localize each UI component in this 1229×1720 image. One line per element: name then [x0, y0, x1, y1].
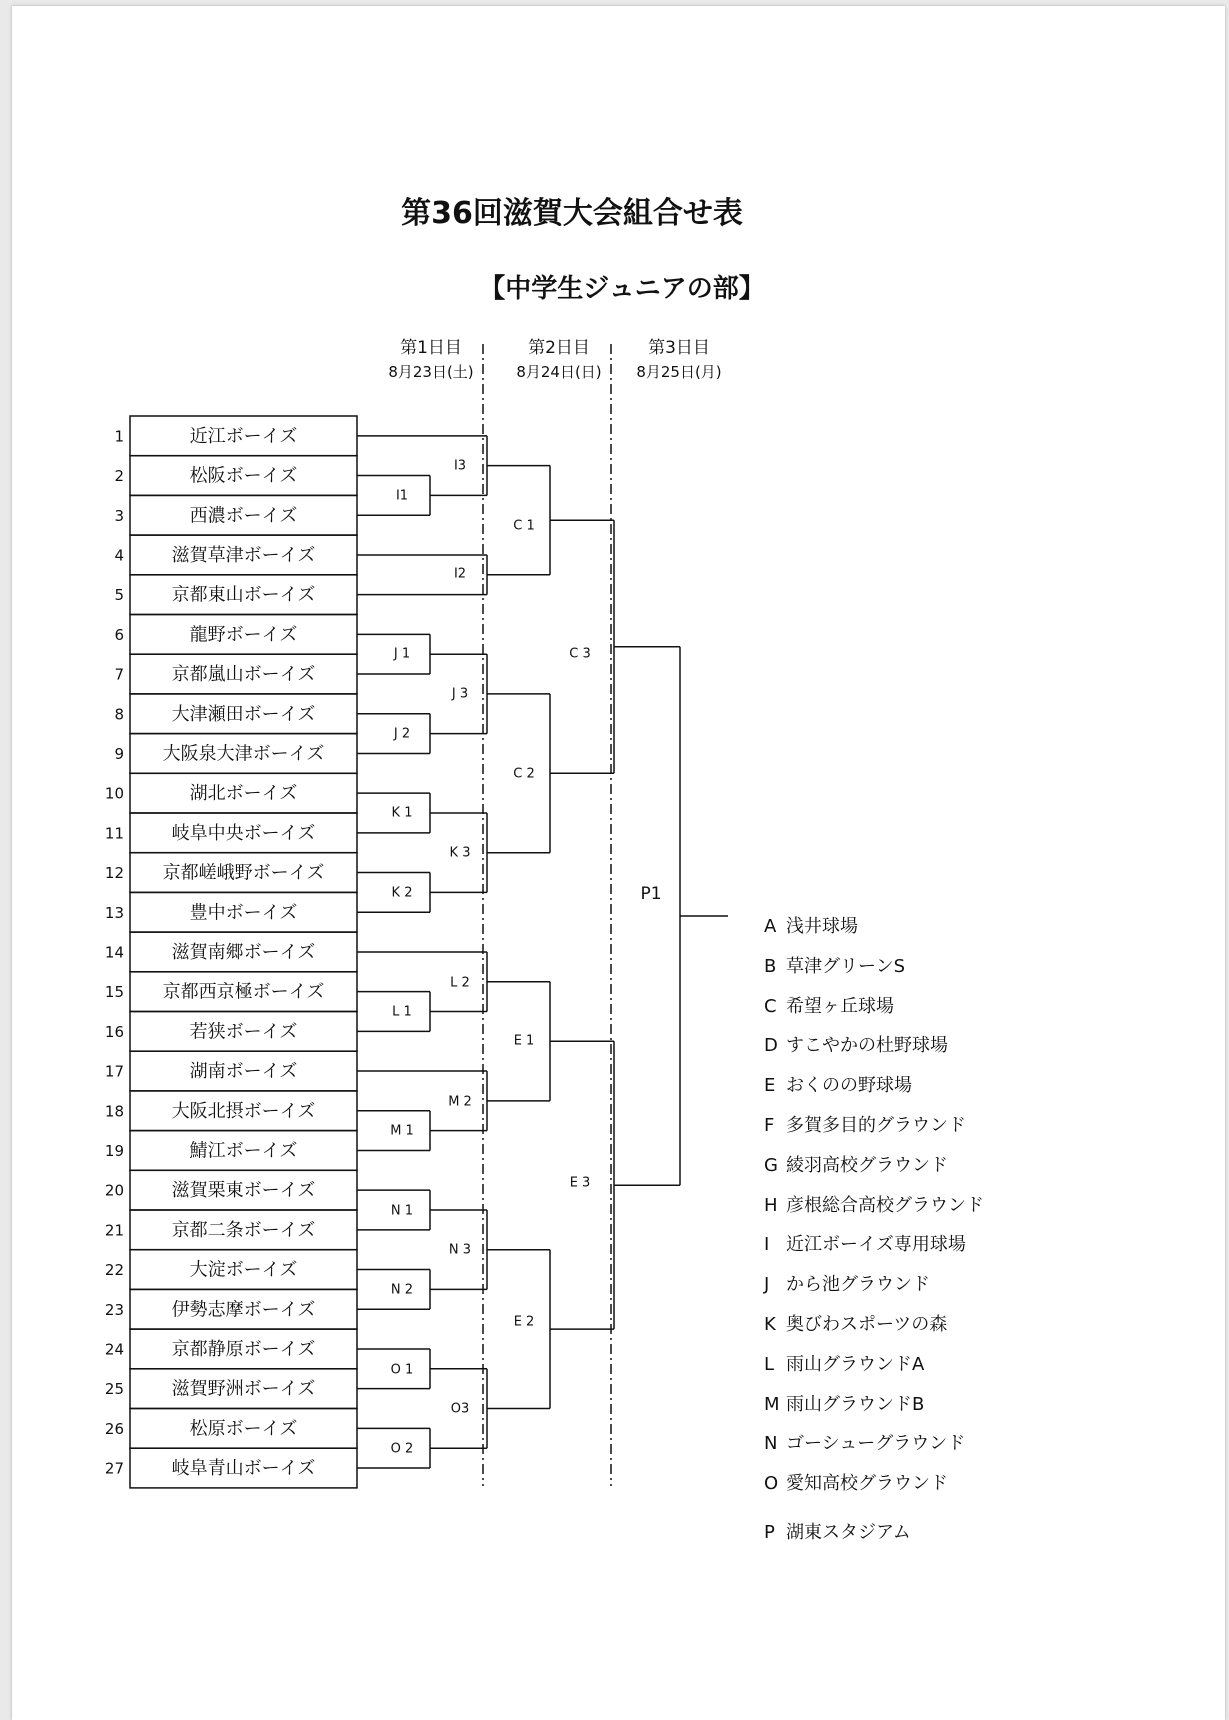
team-number: 1: [114, 427, 124, 446]
venue-code: I: [764, 1234, 770, 1256]
team-number: 5: [114, 586, 124, 605]
venue-code: G: [764, 1154, 778, 1176]
match-label-j3: J 3: [451, 686, 469, 702]
team-number: 12: [104, 864, 124, 883]
match-label-c2: C 2: [513, 766, 535, 782]
team-number: 20: [104, 1181, 124, 1200]
team-number: 9: [114, 744, 124, 763]
venue-code: C: [764, 995, 777, 1017]
team-number: 11: [104, 824, 124, 843]
venue-item: [764, 992, 894, 1018]
venue-code: F: [764, 1115, 775, 1136]
team-name: 松阪ボーイズ: [189, 465, 298, 487]
team-number: 26: [104, 1419, 124, 1438]
team-name: 若狭ボーイズ: [189, 1021, 298, 1043]
team-number: 27: [104, 1459, 124, 1478]
team-number: 25: [104, 1380, 124, 1399]
venue-name: 多賀多目的グラウンド: [786, 1115, 966, 1136]
team-name: 湖南ボーイズ: [189, 1061, 298, 1083]
tournament-sheet: [12, 6, 1225, 1720]
team-number: 17: [104, 1062, 124, 1081]
venue-item: [764, 952, 905, 978]
match-label-m1: M 1: [390, 1123, 414, 1139]
bracket-diagram: [12, 6, 1225, 1720]
venue-code: L: [764, 1353, 775, 1375]
venue-name: ゴーシューグラウンド: [786, 1433, 966, 1455]
match-label-n2: N 2: [390, 1282, 414, 1298]
match-label-e1: E 1: [513, 1033, 535, 1049]
team-name: 岐阜中央ボーイズ: [171, 822, 316, 844]
team-name: 伊勢志摩ボーイズ: [171, 1299, 316, 1321]
team-name: 大阪泉大津ボーイズ: [162, 743, 325, 765]
venue-name: 奥びわスポーツの森: [786, 1314, 948, 1335]
match-label-m2: M 2: [448, 1094, 472, 1110]
match-label-n1: N 1: [390, 1203, 414, 1219]
team-name: 豊中ボーイズ: [189, 902, 298, 924]
day-label: 第3日目: [648, 338, 710, 358]
venue-code: E: [764, 1075, 776, 1097]
team-number: 16: [104, 1022, 124, 1041]
team-name: 京都二条ボーイズ: [171, 1219, 316, 1241]
team-name: 滋賀南郷ボーイズ: [171, 941, 316, 963]
day-date: 8月24日(日): [516, 363, 602, 381]
match-label-n3: N 3: [448, 1242, 472, 1258]
venue-item: [764, 1191, 984, 1217]
match-label-p1: P1: [640, 884, 662, 904]
team-name: 大淀ボーイズ: [189, 1259, 298, 1281]
venue-name: 愛知高校グラウンド: [786, 1473, 948, 1495]
venue-item: [764, 1310, 947, 1336]
venue-code: N: [764, 1433, 778, 1455]
team-name: 松原ボーイズ: [189, 1418, 298, 1440]
team-name: 岐阜青山ボーイズ: [171, 1458, 316, 1480]
venue-code: M: [764, 1393, 780, 1415]
page-subtitle: 【中学生ジュニアの部】: [479, 274, 765, 304]
team-name: 大阪北摂ボーイズ: [171, 1100, 316, 1122]
venue-code: K: [764, 1314, 776, 1335]
team-name: 滋賀草津ボーイズ: [171, 544, 316, 566]
team-name: 京都嵐山ボーイズ: [171, 664, 316, 686]
match-label-o1: O 1: [390, 1362, 414, 1378]
match-label-i1: I1: [395, 488, 409, 504]
venue-item: [764, 1270, 930, 1296]
day-label: 第1日目: [400, 338, 462, 358]
venue-name: 浅井球場: [786, 916, 858, 937]
match-label-o2: O 2: [390, 1441, 414, 1457]
match-label-c3: C 3: [569, 646, 591, 662]
venue-name: 彦根総合高校グラウンド: [786, 1194, 984, 1216]
venue-name: 綾羽高校グラウンド: [786, 1154, 948, 1176]
match-label-k1: K 1: [391, 805, 413, 821]
team-name: 京都西京極ボーイズ: [162, 981, 325, 1003]
page-title: 第36回滋賀大会組合せ表: [401, 196, 743, 231]
day-date: 8月25日(月): [636, 363, 722, 381]
team-name: 京都東山ボーイズ: [171, 584, 316, 606]
match-label-o3: O3: [450, 1401, 470, 1417]
team-name: 湖北ボーイズ: [189, 783, 298, 805]
venue-item: [764, 1350, 924, 1376]
team-number: 4: [114, 546, 124, 565]
venue-item: [764, 1518, 911, 1544]
venue-name: 雨山グラウンドA: [786, 1353, 925, 1375]
venue-item: [764, 1390, 924, 1416]
venue-name: 雨山グラウンドB: [786, 1393, 925, 1415]
team-number: 22: [104, 1261, 124, 1280]
venue-item: [764, 1429, 965, 1455]
venue-code: H: [764, 1194, 778, 1216]
team-name: 京都嵯峨野ボーイズ: [162, 862, 325, 884]
venue-code: O: [764, 1473, 779, 1495]
day-date: 8月23日(土): [388, 363, 474, 381]
team-name: 滋賀栗東ボーイズ: [171, 1180, 316, 1202]
team-name: 西濃ボーイズ: [189, 505, 298, 527]
match-label-l1: L 1: [392, 1004, 412, 1020]
match-label-e3: E 3: [569, 1175, 591, 1191]
venue-item: [764, 1031, 948, 1057]
match-label-j2: J 2: [393, 726, 411, 742]
venue-code: A: [764, 916, 777, 937]
match-label-j1: J 1: [393, 646, 411, 662]
match-label-i3: I3: [453, 458, 467, 474]
team-number: 13: [104, 903, 124, 922]
venue-name: から池グラウンド: [786, 1274, 930, 1296]
venue-code: B: [764, 955, 777, 977]
venue-name: 希望ヶ丘球場: [786, 995, 894, 1017]
match-label-c1: C 1: [513, 518, 535, 534]
team-number: 6: [114, 625, 124, 644]
day-label: 第2日目: [528, 338, 590, 358]
team-name: 大津瀬田ボーイズ: [171, 703, 316, 725]
venue-name: 草津グリーンS: [786, 955, 906, 977]
venue-code: J: [764, 1274, 770, 1296]
team-number: 3: [114, 506, 124, 525]
team-number: 7: [114, 665, 124, 684]
team-number: 24: [104, 1340, 124, 1359]
venue-name: おくのの野球場: [786, 1075, 912, 1097]
team-name: 龍野ボーイズ: [189, 624, 298, 646]
team-number: 19: [104, 1141, 124, 1160]
match-label-l2: L 2: [450, 975, 470, 991]
match-label-i2: I2: [453, 566, 467, 582]
team-number: 23: [104, 1300, 124, 1319]
team-name: 滋賀野洲ボーイズ: [171, 1378, 316, 1400]
venue-name: 湖東スタジアム: [786, 1522, 911, 1543]
venue-item: [764, 1151, 948, 1177]
venue-item: [764, 1230, 966, 1256]
team-name: 京都静原ボーイズ: [171, 1338, 316, 1360]
venue-item: [764, 1071, 912, 1097]
team-number: 15: [104, 983, 124, 1002]
venue-item: [764, 1111, 966, 1137]
venue-code: P: [764, 1522, 775, 1543]
venue-item: [764, 912, 858, 938]
team-number: 14: [104, 943, 124, 962]
team-number: 2: [114, 467, 124, 486]
venue-code: D: [764, 1035, 778, 1057]
team-number: 8: [114, 705, 124, 724]
venue-item: [764, 1469, 948, 1495]
match-label-k2: K 2: [391, 885, 413, 901]
team-number: 10: [104, 784, 124, 803]
venue-name: すこやかの杜野球場: [786, 1035, 948, 1057]
team-name: 鯖江ボーイズ: [189, 1140, 298, 1162]
team-number: 21: [104, 1221, 124, 1240]
team-number: 18: [104, 1102, 124, 1121]
match-label-k3: K 3: [449, 845, 471, 861]
team-name: 近江ボーイズ: [189, 425, 298, 447]
match-label-e2: E 2: [513, 1314, 535, 1330]
venue-name: 近江ボーイズ専用球場: [786, 1234, 966, 1256]
